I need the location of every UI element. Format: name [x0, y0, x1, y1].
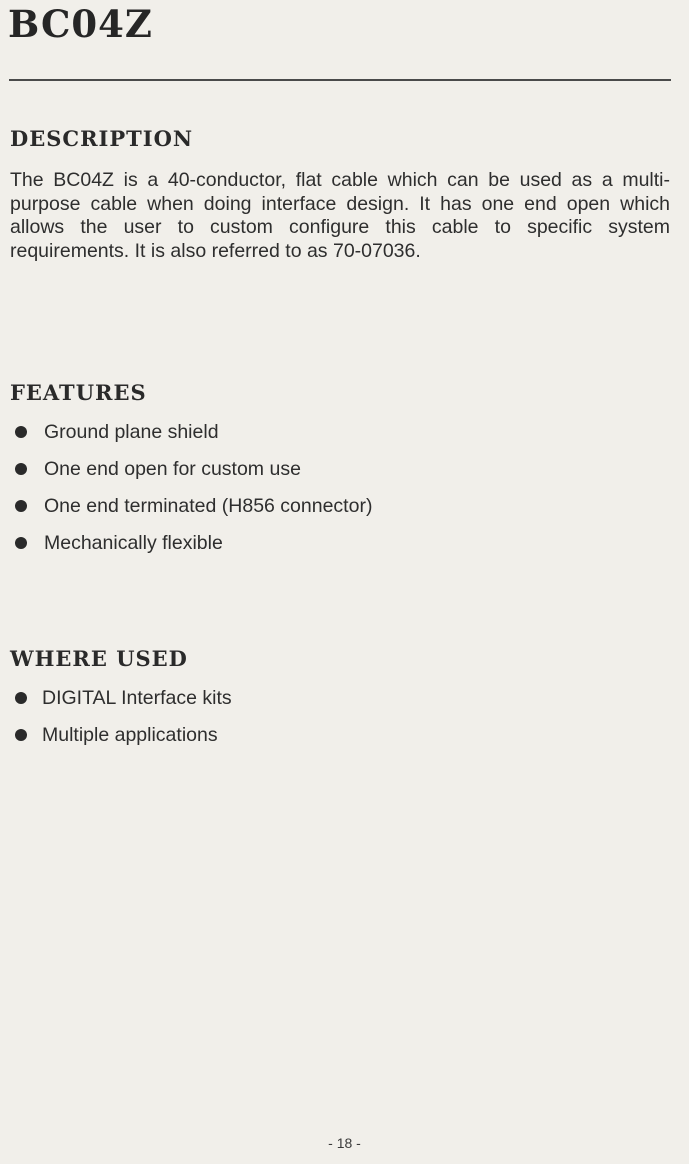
bullet-icon [15, 426, 27, 438]
features-heading: FEATURES [10, 380, 147, 405]
page-number: - 18 - [328, 1135, 361, 1151]
bullet-icon [15, 692, 27, 704]
where-used-heading: WHERE USED [10, 646, 188, 671]
list-item-label: Mechanically flexible [44, 532, 223, 554]
list-item-label: Ground plane shield [44, 421, 219, 443]
list-item-label: Multiple applications [42, 724, 218, 746]
list-item [10, 457, 372, 494]
description-text: The BC04Z is a 40-conductor, flat cable which can be used as a multi-purpose cable when doing interface design. It has one end open which allows the user to custom configure this cable to specific system requirements. It is also referred to as 70-07036. [10, 169, 670, 262]
bullet-icon [15, 537, 27, 549]
page-title: BC04Z [8, 2, 153, 46]
list-item [10, 420, 372, 457]
where-used-list [10, 686, 232, 760]
features-list [10, 420, 372, 568]
list-item [10, 686, 232, 723]
list-item [10, 531, 372, 568]
bullet-icon [15, 463, 27, 475]
list-item-label: One end open for custom use [44, 458, 301, 480]
bullet-icon [15, 500, 27, 512]
bullet-icon [15, 729, 27, 741]
list-item-label: One end terminated (H856 connector) [44, 495, 373, 517]
list-item-label: DIGITAL Interface kits [42, 687, 232, 709]
list-item [10, 723, 232, 760]
list-item [10, 494, 372, 531]
description-heading: DESCRIPTION [10, 126, 194, 151]
title-divider [9, 79, 671, 81]
